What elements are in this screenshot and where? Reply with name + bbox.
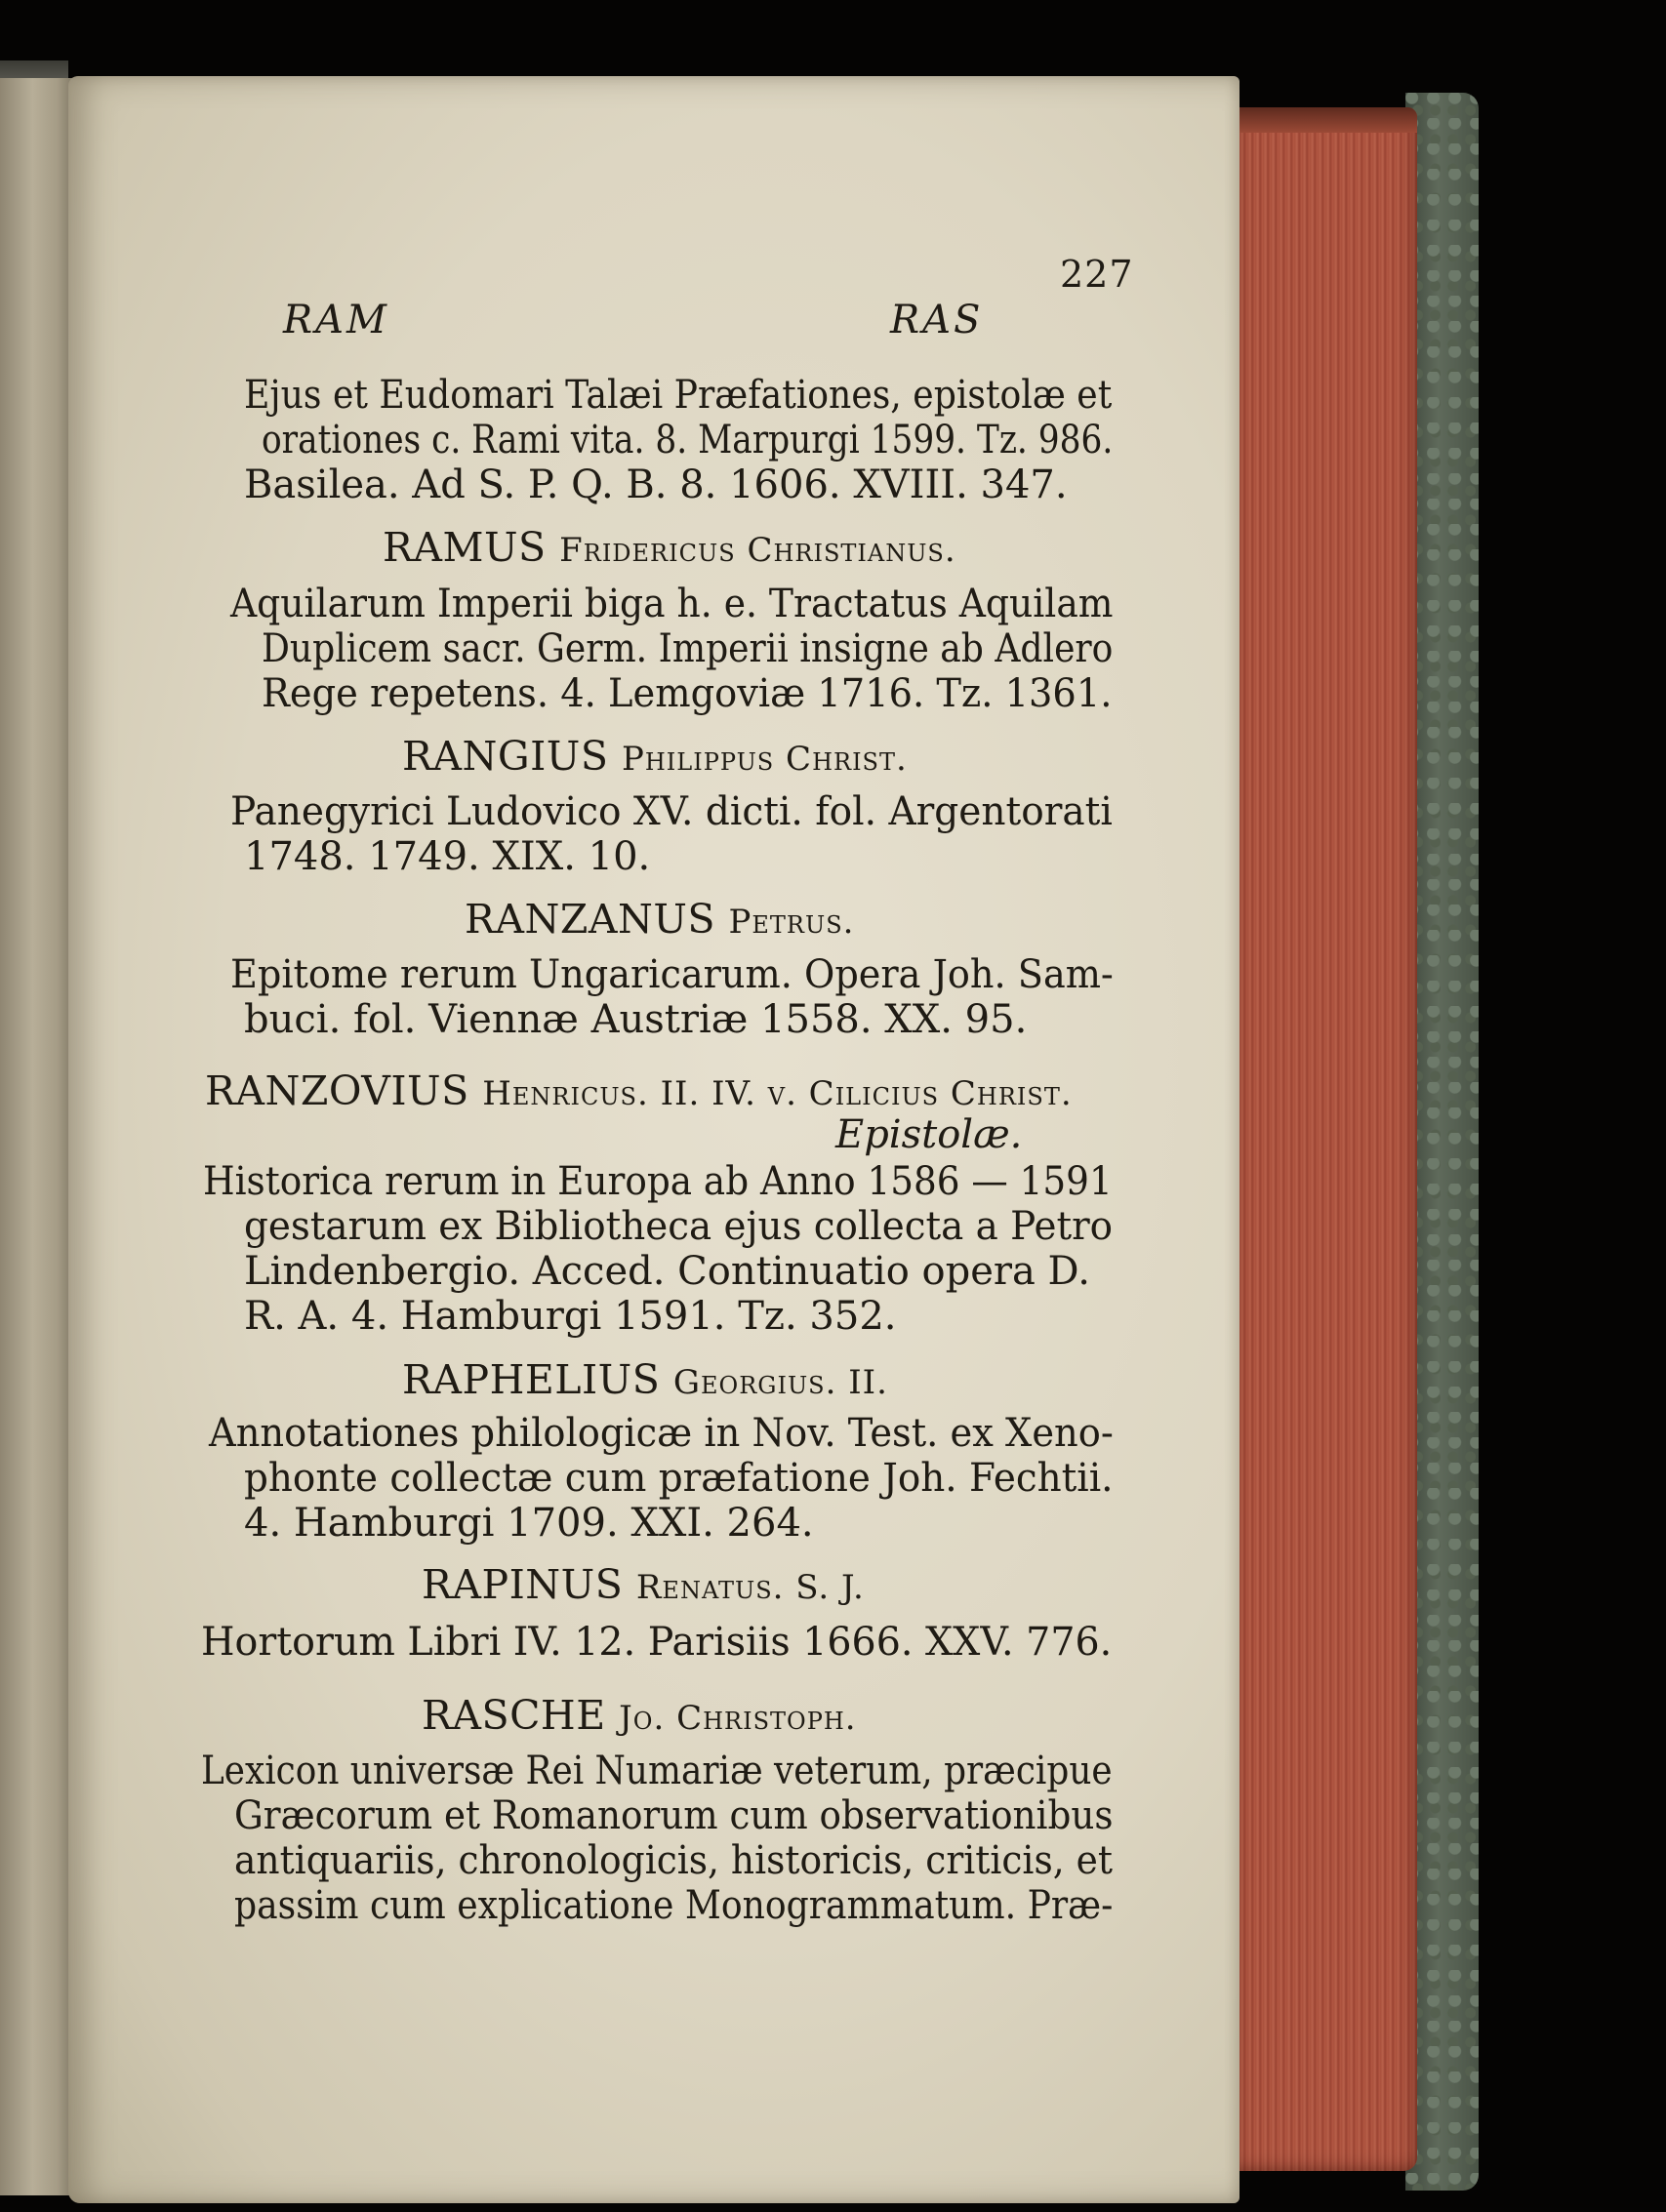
- author-forenames: Jo. Christoph.: [619, 1699, 857, 1738]
- entry-line: Lindenbergio. Acced. Continuatio opera D.: [244, 1249, 1090, 1294]
- author-forenames: Henricus. II. IV. v. Cilicius Christ.: [482, 1074, 1073, 1113]
- entry-line: gestarum ex Bibliotheca ejus collecta a Petro: [244, 1204, 1114, 1249]
- entry-line: Epitome rerum Ungaricarum. Opera Joh. Sam-: [230, 952, 1114, 997]
- entry-line: Ejus et Eudomari Talæi Præfationes, epistolæ et: [244, 373, 1113, 418]
- entry-heading: [402, 1356, 888, 1403]
- entry-line: Rege repetens. 4. Lemgoviæ 1716. Tz. 1361.: [262, 671, 1113, 716]
- entry-line: R. A. 4. Hamburgi 1591. Tz. 352.: [244, 1294, 897, 1339]
- author-surname: RAPINUS: [422, 1561, 624, 1608]
- entry-heading: [383, 524, 956, 571]
- page-edges-shadow: [1232, 107, 1417, 133]
- entry-line: buci. fol. Viennæ Austriæ 1558. XX. 95.: [244, 997, 1028, 1042]
- author-surname: RASCHE: [422, 1692, 606, 1739]
- page-number: 227: [1060, 253, 1134, 296]
- author-forenames: Georgius. II.: [672, 1363, 888, 1402]
- author-surname: RANZANUS: [465, 896, 715, 943]
- entry-line: phonte collectæ cum præfatione Joh. Fechtii.: [244, 1456, 1114, 1501]
- entry-line: Hortorum Libri IV. 12. Parisiis 1666. XXV. 776.: [201, 1620, 1113, 1665]
- entry-heading: [402, 733, 908, 780]
- entry-line: Aquilarum Imperii biga h. e. Tractatus Aquilam: [230, 582, 1114, 626]
- entry-line: passim cum explicatione Monogrammatum. Præ-: [234, 1883, 1114, 1928]
- entry-line: Duplicem sacr. Germ. Imperii insigne ab Adlero: [262, 626, 1114, 671]
- author-forenames: Renatus. S. J.: [635, 1568, 865, 1607]
- author-surname: RAPHELIUS: [402, 1356, 661, 1403]
- entry-heading: [465, 896, 854, 943]
- running-head-left: RAM: [283, 298, 389, 342]
- entry-line: Lexicon universæ Rei Numariæ veterum, præcipue: [201, 1749, 1113, 1793]
- entry-line: 1748. 1749. XIX. 10.: [244, 834, 651, 879]
- author-surname: RANGIUS: [402, 733, 609, 780]
- entry-heading: [422, 1692, 857, 1739]
- entry-line: Annotationes philologicæ in Nov. Test. ex Xeno-: [209, 1411, 1114, 1456]
- author-surname: RANZOVIUS: [205, 1067, 469, 1114]
- author-surname: RAMUS: [383, 524, 547, 571]
- author-forenames: Philippus Christ.: [622, 740, 908, 779]
- author-forenames: Petrus.: [728, 903, 855, 942]
- author-forenames: Fridericus Christianus.: [559, 531, 956, 570]
- entry-line: 4. Hamburgi 1709. XXI. 264.: [244, 1501, 814, 1546]
- entry-line: Basilea. Ad S. P. Q. B. 8. 1606. XVIII. 347.: [244, 463, 1068, 507]
- entry-line: antiquariis, chronologicis, historicis, criticis, et: [234, 1838, 1113, 1883]
- entry-line: Græcorum et Romanorum cum observationibus: [234, 1793, 1114, 1838]
- entry-line: Panegyrici Ludovico XV. dicti. fol. Argentorati: [230, 789, 1113, 834]
- entry-heading-continuation: Epistolæ.: [835, 1112, 1023, 1157]
- red-page-edges: [1232, 107, 1417, 2171]
- entry-line: Historica rerum in Europa ab Anno 1586 — 1591: [203, 1159, 1113, 1204]
- entry-heading: [205, 1067, 1073, 1114]
- entry-line: orationes c. Rami vita. 8. Marpurgi 1599. Tz. 986.: [262, 418, 1114, 463]
- entry-heading: [422, 1561, 865, 1608]
- running-head-right: RAS: [890, 298, 984, 342]
